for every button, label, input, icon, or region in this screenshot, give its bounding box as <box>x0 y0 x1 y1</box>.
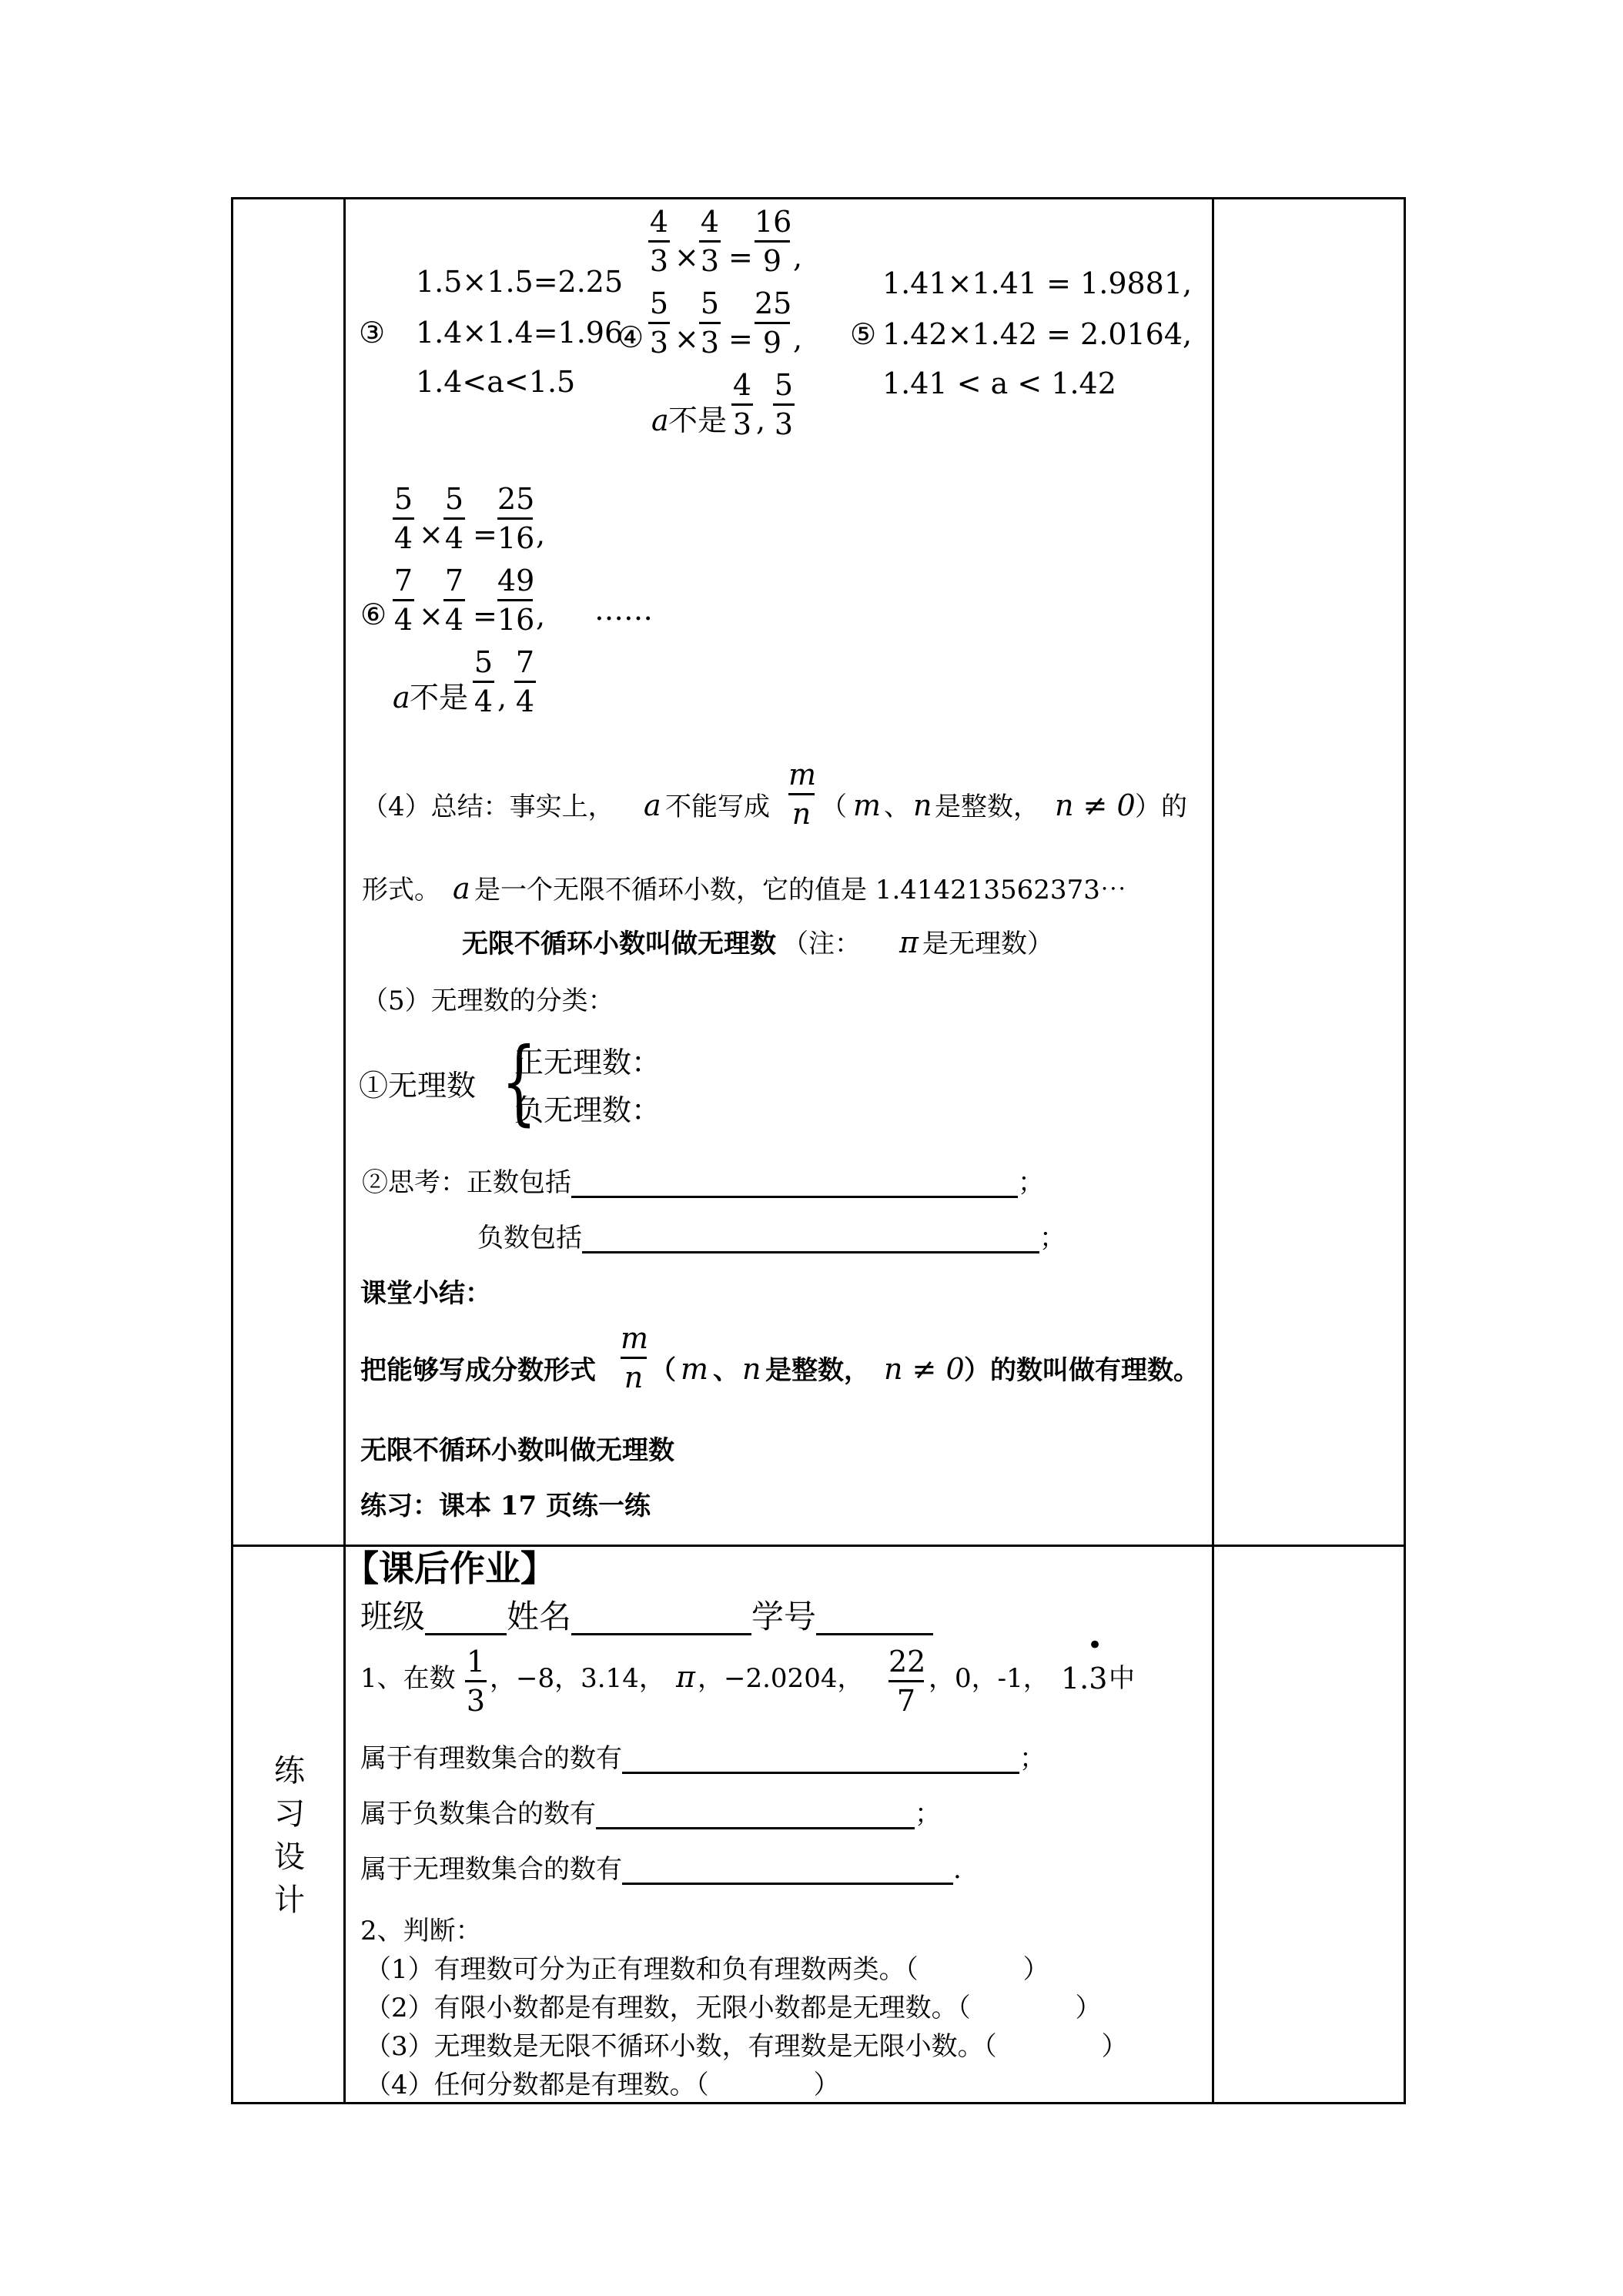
ellipsis: …… <box>594 593 653 627</box>
class-summary-line3: 练习：课本 17 页练一练 <box>360 1491 651 1521</box>
definition-note-end: 是无理数） <box>922 929 1053 959</box>
table-col-divider-2 <box>1212 197 1214 2104</box>
variable-a: a <box>393 681 410 715</box>
class-summary-line1a: 把能够写成分数形式 <box>360 1355 596 1386</box>
label-char: 练 <box>274 1753 305 1789</box>
fraction-m-n: m n <box>788 758 817 831</box>
left-brace: { <box>501 1029 537 1136</box>
class-summary-line1d: ）的数叫做有理数。 <box>964 1355 1200 1386</box>
q2-item: （4）任何分数都是有理数。（ ） <box>365 2070 840 2100</box>
variable-a: a <box>453 872 470 905</box>
fraction: 7 4 <box>515 645 535 718</box>
summary-4-e: ）的 <box>1135 792 1187 822</box>
q1-prefix: 1、在数 <box>360 1663 456 1694</box>
summary-4-d: 是整数， <box>935 792 1039 822</box>
comma: , <box>497 681 507 715</box>
table-top-border <box>231 197 1406 199</box>
fraction: 25 16 <box>497 482 535 555</box>
variable-n: n <box>913 788 932 822</box>
pi-symbol: π <box>676 1660 695 1694</box>
item3-line3: 1.4<a<1.5 <box>416 365 576 399</box>
fraction: 25 9 <box>755 286 792 360</box>
class-blank[interactable] <box>425 1602 507 1635</box>
repeating-dot: • <box>1087 1630 1103 1661</box>
item3-line2: 1.4×1.4=1.96 <box>416 316 624 350</box>
equals-sign: = <box>728 322 753 356</box>
fraction: 5 3 <box>649 286 669 360</box>
times-sign: × <box>419 599 443 633</box>
table-bottom-border <box>231 2102 1406 2104</box>
section-label <box>266 1749 313 1922</box>
classification-item1-label: ①无理数 <box>359 1069 477 1103</box>
times-sign: × <box>674 240 699 274</box>
label-char: 设 <box>274 1839 305 1875</box>
think-negative: 负数包括 ； <box>477 1223 1066 1253</box>
fraction: 5 3 <box>700 286 720 360</box>
q1-c: 属于无理数集合的数有 . <box>360 1854 962 1885</box>
item3-marker: ③ <box>359 316 386 350</box>
variable-a: a <box>644 788 661 822</box>
fraction: 7 4 <box>444 564 464 637</box>
answer-blank[interactable] <box>622 1745 1019 1774</box>
table-left-border <box>231 197 233 2104</box>
item5-line1: 1.41×1.41 = 1.9881, <box>882 266 1193 300</box>
q2-item: （3）无理数是无限不循环小数，有理数是无限小数。（ ） <box>365 2031 1128 2062</box>
fraction: 49 16 <box>497 564 535 637</box>
label-char: 计 <box>274 1883 305 1918</box>
name-blank[interactable] <box>571 1602 751 1635</box>
q2-title: 2、判断： <box>360 1916 482 1946</box>
summary-4-a: （4）总结：事实上， <box>362 792 614 822</box>
condition: n ≠ 0 <box>1055 788 1136 822</box>
variable-m: m <box>853 788 882 822</box>
fraction: 5 4 <box>444 482 464 555</box>
think-positive: ②思考：正数包括 ； <box>362 1167 1044 1198</box>
definition-note: （注： <box>782 929 861 959</box>
variable-m: m <box>681 1352 709 1386</box>
repeating-decimal: 1.3 <box>1061 1662 1108 1695</box>
student-info: 班级 姓名 学号 <box>360 1598 933 1635</box>
classification-title: （5）无理数的分类： <box>362 986 614 1016</box>
id-blank[interactable] <box>816 1602 933 1635</box>
equals-sign: = <box>473 599 497 633</box>
item5-line3: 1.41 < a < 1.42 <box>882 366 1116 400</box>
item6-marker: ⑥ <box>360 597 387 631</box>
class-summary-line1c: 是整数， <box>765 1355 870 1386</box>
pi-symbol: π <box>899 925 919 959</box>
item4-marker: ④ <box>617 320 644 354</box>
q1-rest2: ，−2.0204， <box>698 1663 864 1694</box>
variable-n: n <box>742 1352 761 1386</box>
comma: , <box>756 403 766 437</box>
answer-blank[interactable] <box>622 1856 953 1885</box>
fraction: 7 4 <box>393 564 413 637</box>
equals-sign: = <box>473 517 497 551</box>
variable-a: a <box>651 403 669 437</box>
homework-header: 【课后作业】 <box>343 1548 556 1589</box>
comma: , <box>793 240 803 274</box>
answer-blank[interactable] <box>596 1801 915 1829</box>
q2-item: （2）有限小数都是有理数，无限小数都是无理数。（ ） <box>365 1993 1102 2023</box>
q1-rest1: ，−8，3.14， <box>490 1663 665 1694</box>
item3-line1: 1.5×1.5=2.25 <box>416 265 624 299</box>
answer-blank[interactable] <box>571 1170 1018 1198</box>
label-char: 习 <box>274 1796 305 1832</box>
not-text: 不是 <box>668 403 728 437</box>
q1-rest3: ，0，-1， <box>929 1663 1049 1694</box>
condition: n ≠ 0 <box>884 1352 965 1386</box>
q1-suffix: 中 <box>1109 1663 1135 1694</box>
positive-irrational: 正无理数： <box>514 1046 661 1079</box>
fraction: 5 4 <box>474 645 494 718</box>
class-summary-title: 课堂小结： <box>360 1278 491 1309</box>
fraction: 16 9 <box>755 205 792 278</box>
fraction: 4 3 <box>732 368 752 441</box>
item5-marker: ⑤ <box>850 317 877 351</box>
q1-a: 属于有理数集合的数有 ； <box>360 1743 1046 1774</box>
definition-bold: 无限不循环小数叫做无理数 <box>462 929 776 959</box>
not-text: 不是 <box>410 681 469 715</box>
separator: 、 <box>884 792 910 822</box>
fraction: 1 3 <box>466 1645 486 1718</box>
summary-4-line2c: 是一个无限不循环小数，它的值是 1.414213562373⋯ <box>474 875 1126 905</box>
summary-4-line2a: 形式。 <box>362 875 440 905</box>
separator: 、 <box>713 1355 739 1386</box>
class-summary-line1b: （ <box>650 1355 676 1386</box>
q2-item: （1）有理数可分为正有理数和负有理数两类。（ ） <box>365 1954 1049 1985</box>
fraction: 4 3 <box>700 205 720 278</box>
table-row-divider <box>231 1545 1406 1547</box>
fraction-m-n: m n <box>621 1321 649 1394</box>
fraction: 5 3 <box>774 368 794 441</box>
times-sign: × <box>419 517 443 551</box>
table-col-divider-1 <box>343 197 346 2104</box>
fraction: 5 4 <box>393 482 413 555</box>
q1-b: 属于负数集合的数有 ； <box>360 1799 941 1829</box>
answer-blank[interactable] <box>582 1225 1039 1253</box>
comma: , <box>793 322 803 356</box>
summary-4-c: （ <box>821 792 847 822</box>
equals-sign: = <box>728 240 753 274</box>
table-right-border <box>1404 197 1406 2104</box>
item5-line2: 1.42×1.42 = 2.0164, <box>882 317 1193 351</box>
comma: , <box>536 599 546 633</box>
comma: , <box>536 517 546 551</box>
fraction: 4 3 <box>649 205 669 278</box>
summary-4-b: 不能写成 <box>665 792 770 822</box>
negative-irrational: 负无理数： <box>514 1093 661 1127</box>
fraction: 22 7 <box>888 1645 926 1718</box>
class-summary-line2: 无限不循环小数叫做无理数 <box>360 1435 674 1466</box>
times-sign: × <box>674 322 699 356</box>
